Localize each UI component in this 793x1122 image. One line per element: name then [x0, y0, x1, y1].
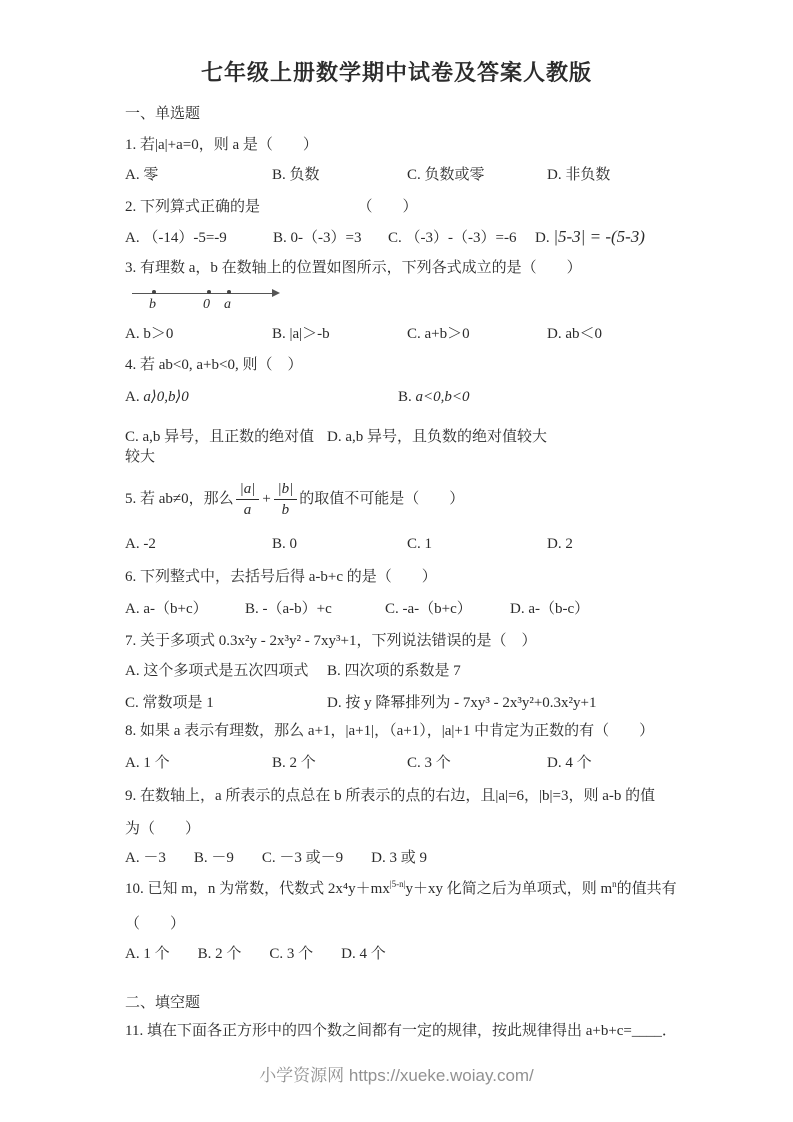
option-a: A. （-14）-5=-9 [125, 229, 227, 246]
option-a-math: a⟩0,b⟩0 [143, 389, 189, 405]
option-a: A. 零 [125, 167, 159, 183]
question-3-options [125, 324, 693, 344]
option-d: D. 按 y 降幂排列为 - 7xy³ - 2x³y²+0.3x²y+1 [327, 695, 597, 711]
option-b-math: a<0,b<0 [415, 389, 470, 405]
section-heading-fill-blank: 二、填空题 [125, 995, 201, 1011]
question-6-stem: 6. 下列整式中，去括号后得 a-b+c 的是（ ） [125, 569, 437, 585]
option-d-math: |5-3| = -(5-3) [553, 227, 645, 246]
option-d: D. 非负数 [547, 167, 611, 183]
option-c: C. 1 [407, 536, 433, 552]
option-b: B. 0 [272, 536, 298, 552]
question-9-stem-line1: 9. 在数轴上，a 所表示的点总在 b 所表示的点的右边，且|a|=6，|b|=3，则 a-b 的值 [125, 788, 656, 804]
option-c: C. a,b 异号，且正数的绝对值较大 [125, 429, 315, 465]
number-line-diagram [132, 286, 282, 316]
question-7-stem: 7. 关于多项式 0.3x²y - 2x³y² - 7xy³+1，下列说法错误的是（ ） [125, 633, 537, 649]
question-10-options [125, 944, 693, 964]
option-c: C. 常数项是 1 [125, 695, 214, 711]
question-6-options [125, 599, 693, 619]
option-d: D. 3 或 9 [371, 850, 427, 866]
question-7-options-row1 [125, 661, 693, 681]
exponent-n: n [612, 879, 617, 889]
question-10-stem-line2: （ ） [125, 916, 186, 932]
option-c: C. 3 个 [269, 946, 314, 962]
option-b: B. 负数 [272, 167, 320, 183]
option-a: A. b＞0 [125, 326, 174, 342]
question-8-stem: 8. 如果 a 表示有理数，那么 a+1，|a+1|，（a+1），|a|+1 中肯定为正数的有（ ） [125, 723, 655, 739]
question-4-stem: 4. 若 ab<0, a+b<0, 则（ ） [125, 357, 303, 373]
option-b: B. －9 [193, 850, 234, 866]
point-a-dot [227, 290, 231, 294]
option-d: D. |5-3| = -(5-3) [535, 227, 645, 246]
question-8-options [125, 753, 693, 773]
option-b: B. -（a-b）+c [245, 601, 332, 617]
question-1-stem: 1. 若|a|+a=0，则 a 是（ ） [125, 137, 318, 153]
fraction-abs-a-over-a: $\frac{|a|}{a}$ [236, 480, 260, 519]
question-3-stem: 3. 有理数 a，b 在数轴上的位置如图所示，下列各式成立的是（ ） [125, 260, 582, 276]
question-11-stem: 11. 填在下面各正方形中的四个数之间都有一定的规律，按此规律得出 a+b+c=____． [125, 1023, 677, 1039]
option-c: C. a+b＞0 [407, 326, 470, 342]
option-d: D. 4 个 [547, 755, 592, 771]
fraction-abs-b-over-b: $\frac{|b|}{b}$ [274, 480, 298, 519]
section-heading-choice: 一、单选题 [125, 106, 201, 122]
option-c: C. 3 个 [407, 755, 451, 771]
option-d: D. 4 个 [341, 946, 386, 962]
option-b: B. a<0,b<0 [398, 389, 470, 405]
question-9-stem-line2: 为（ ） [125, 821, 201, 837]
question-2-stem: 2. 下列算式正确的是 （ ） [125, 199, 418, 215]
question-9-options [125, 848, 693, 868]
site-watermark: 小学资源网 https://xueke.woiay.com/ [259, 1066, 534, 1085]
point-zero-dot [207, 290, 211, 294]
option-b: B. 2 个 [272, 755, 316, 771]
question-1-options [125, 165, 693, 185]
option-c: C. -a-（b+c） [385, 601, 472, 617]
option-a: A. 1 个 [125, 755, 170, 771]
option-b: B. 2 个 [197, 946, 242, 962]
point-b-label: b [149, 297, 156, 312]
exam-body [0, 104, 793, 1041]
question-5-stem: 5. 若 ab≠0，那么 $\frac{|a|}{a}$ + $\frac{|b|}{b}$ 的取值不可能是（ ） [125, 480, 465, 518]
option-c: C. 负数或零 [407, 167, 485, 183]
page-title: 七年级上册数学期中试卷及答案人教版 [200, 60, 592, 85]
point-b-dot [152, 290, 156, 294]
question-5-options [125, 534, 693, 554]
option-a: A. 这个多项式是五次四项式 [125, 663, 309, 679]
question-10-stem-line1: 10. 已知 m，n 为常数，代数式 $2x^4y+mx^{|5-n|}y+xy$ 化简之后为单项式，则 $m^n$的值共有 [125, 879, 677, 897]
option-d: D. ab＜0 [547, 326, 602, 342]
point-zero-label: 0 [203, 297, 210, 312]
question-4-options-row2 [125, 427, 693, 467]
number-line-arrow-icon [272, 289, 280, 297]
option-c: C. －3 或－9 [261, 850, 344, 866]
option-a: A. 1 个 [125, 946, 170, 962]
option-d: D. 2 [547, 536, 573, 552]
option-c: C. （-3）-（-3）=-6 [388, 229, 517, 246]
question-4-options-row1 [125, 387, 693, 407]
option-d: D. a-（b-c） [510, 601, 590, 617]
exponent-abs-5-minus-n: |5-n| [389, 879, 406, 889]
option-a: A. －3 [125, 850, 166, 866]
option-b: B. 四次项的系数是 7 [327, 663, 461, 679]
question-2-options [125, 227, 693, 248]
option-b: B. 0-（-3）=3 [273, 229, 362, 246]
option-d: D. a,b 异号，且负数的绝对值较大 [327, 429, 547, 445]
point-a-label: a [224, 297, 231, 312]
option-a: A. -2 [125, 536, 156, 552]
plus-sign: + [261, 491, 272, 507]
option-b: B. |a|＞-b [272, 326, 330, 342]
option-a: A. a-（b+c） [125, 601, 208, 617]
question-7-options-row2 [125, 693, 693, 713]
option-a: A. a⟩0,b⟩0 [125, 389, 189, 405]
